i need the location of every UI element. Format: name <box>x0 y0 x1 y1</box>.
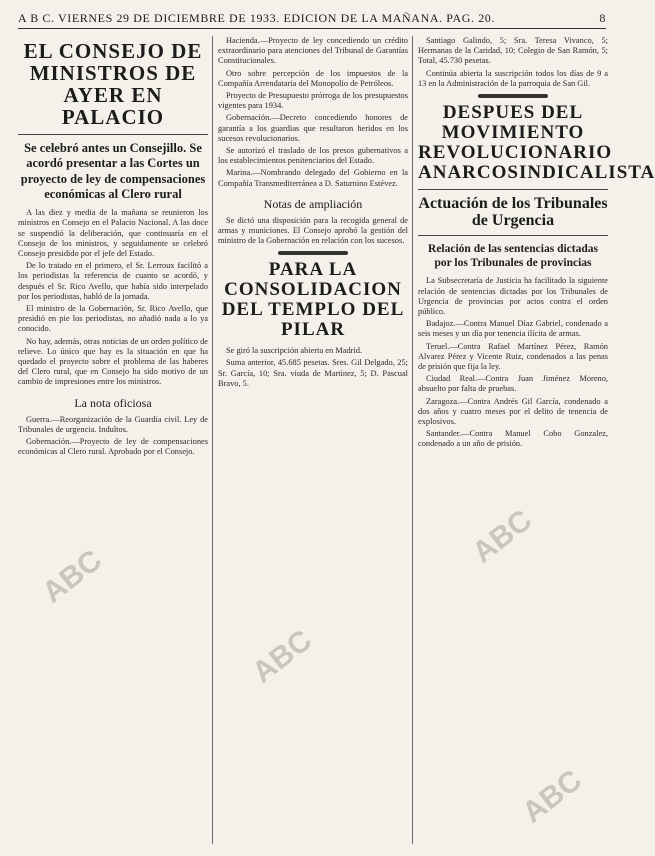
paragraph: Teruel.—Contra Rafael Martínez Pérez, Ramón Alvarez Pérez y Vicente Ruiz, condenados a las penas de prisión que fija la ley. <box>418 341 608 372</box>
subsub-sentencias: Relación de las sentencias dictadas por los Tribunales de provincias <box>428 243 598 270</box>
headline-consejo: EL CONSEJO DE MINISTROS DE AYER EN PALACIO <box>23 39 203 130</box>
article-body <box>218 346 408 389</box>
subhead-consejo: Se celebró antes un Consejillo. Se acordó presentar a las Cortes un proyecto de ley de compensaciones económicas al Clero rural <box>20 141 206 201</box>
column-2 <box>218 36 408 846</box>
watermark-stamp: ABC <box>516 763 588 830</box>
ornament-divider <box>478 94 548 98</box>
section-notas-ampliacion: Notas de ampliación <box>263 196 363 211</box>
paragraph: Santiago Galindo, 5; Sra. Teresa Vivanco, 5; Hermanas de la Caridad, 10; Colegio de San Ramón, 5; Total, 45.730 pesetas. <box>418 36 608 66</box>
section-body <box>218 216 408 247</box>
divider <box>18 134 208 135</box>
masthead-dateline: A B C. VIERNES 29 DE DICIEMBRE DE 1933. EDICION DE LA MAÑANA. PAG. 20. <box>18 10 496 25</box>
article-body <box>418 276 608 449</box>
divider <box>418 189 608 190</box>
paragraph: A las diez y media de la mañana se reunieron los ministros en Consejo en el Palacio Nacional. A las doce se suspendió la deliberación, que continuaría en el Consejo de los ministros, y seguidamente se celebró Consejo presidido por el jefe del Estado. <box>18 208 208 258</box>
article-body <box>18 208 208 387</box>
column-rule <box>412 36 413 844</box>
paragraph: Se giró la suscripción abierta en Madrid. <box>226 346 363 356</box>
note-body <box>18 415 208 458</box>
paragraph: Santander.—Contra Manuel Cobo Gonzalez, condenado a un año de prisión. <box>418 429 608 449</box>
paragraph: Suma anterior, 45.685 pesetas. Sres. Gil Delgado, 25; Sr. García, 10; Sra. viuda de Martínez, 5; D. Pascual Bravo, 5. <box>218 358 408 388</box>
paragraph: La Subsecretaría de Justicia ha facilitado la siguiente relación de sentencias dictadas por los Tribunales de Urgencia de provincias por actos contra el orden público. <box>418 276 608 316</box>
paragraph: Se autorizó el traslado de los presos gubernativos a los establecimientos penitenciarios del Estado. <box>218 146 408 166</box>
paragraph: Badajoz.—Contra Manuel Díaz Gabriel, condenado a seis meses y un día por tenencia ilícita de armas. <box>418 319 608 339</box>
page-number: 8 <box>599 10 606 25</box>
paragraph: El ministro de la Gobernación, Sr. Rico Avello, que presidió en pie los periodistas, no añadió nada a lo ya conocido. <box>18 304 208 334</box>
paragraph: Se dictó una disposición para la recogida general de armas y municiones. El Consejo aprobó la gestión del ministro de la Gobernación en relación con los sucesos. <box>218 215 408 246</box>
paragraph: Proyecto de Presupuesto prórroga de los presupuestos vigentes para 1934. <box>218 91 408 111</box>
paragraph: Hacienda.—Proyecto de ley concediendo un crédito extraordinario para atenciones del Tribunal de Garantías Constitucionales. <box>218 36 408 66</box>
divider <box>418 235 608 236</box>
paragraph: De lo tratado en el primero, el Sr. Lerroux facilitó a los periodistas la referencia de cuanto se acordó, y después el Sr. Rico Avello, que había sido interpelado por los periodistas, habló de la jornada. <box>18 261 208 301</box>
ornament-divider <box>278 251 348 255</box>
article-body <box>218 36 408 189</box>
watermark-stamp: ABC <box>466 503 538 570</box>
watermark-stamp: ABC <box>36 543 108 610</box>
paragraph: Continúa abierta la suscripción todos los días de 9 a 13 en la Administración de la parroquia de San Gil. <box>418 68 608 88</box>
column-1 <box>18 36 208 846</box>
paragraph: Marina.—Nombrando delegado del Gobierno en la Compañía Transmediterránea a D. Saturnino Estévez. <box>218 168 408 188</box>
paragraph: Otro sobre percepción de los impuestos de la Compañía Arrendataria del Monopolio de Petróleos. <box>218 68 408 88</box>
article-body <box>418 36 608 89</box>
paragraph: No hay, además, otras noticias de un orden político de relieve. Lo único que hay es la situación en que ha quedado el proyecto sobre el problema de las haberes del Clero rural, que en Consejo ha sido motivo de un cambio de impresiones entre los ministros. <box>18 336 208 387</box>
subhead-tribunales: Actuación de los Tribunales de Urgencia <box>418 194 608 229</box>
paragraph: Guerra.—Reorganización de la Guardia civil. Ley de Tribunales de urgencia. Indultos. <box>18 414 208 434</box>
column-rule <box>212 36 213 844</box>
headline-movimiento: DESPUES DEL MOVIMIENTO REVOLUCIONARIO ANARCOSINDICALISTA <box>418 102 655 183</box>
headline-templo-pilar: PARA LA CONSOLIDACION DEL TEMPLO DEL PILAR <box>221 259 405 341</box>
paragraph: Gobernación.—Proyecto de ley de compensaciones económicas al Clero rural. Aprobado por el Consejo. <box>18 437 208 457</box>
watermark-stamp: ABC <box>246 623 318 690</box>
section-nota-oficiosa: La nota oficiosa <box>74 395 152 410</box>
column-3 <box>418 36 655 846</box>
paragraph: Gobernación.—Decreto concediendo honores de garantía a los guardias que resultaron heridos en los sucesos revolucionarios. <box>218 113 408 143</box>
masthead <box>18 8 606 29</box>
paragraph: Ciudad Real.—Contra Juan Jiménez Moreno, absuelto por falta de pruebas. <box>418 374 608 394</box>
paragraph: Zaragoza.—Contra Andrés Gil García, condenado a dos años y cuatro meses por el delito de tenencia de explosivos. <box>418 396 608 427</box>
